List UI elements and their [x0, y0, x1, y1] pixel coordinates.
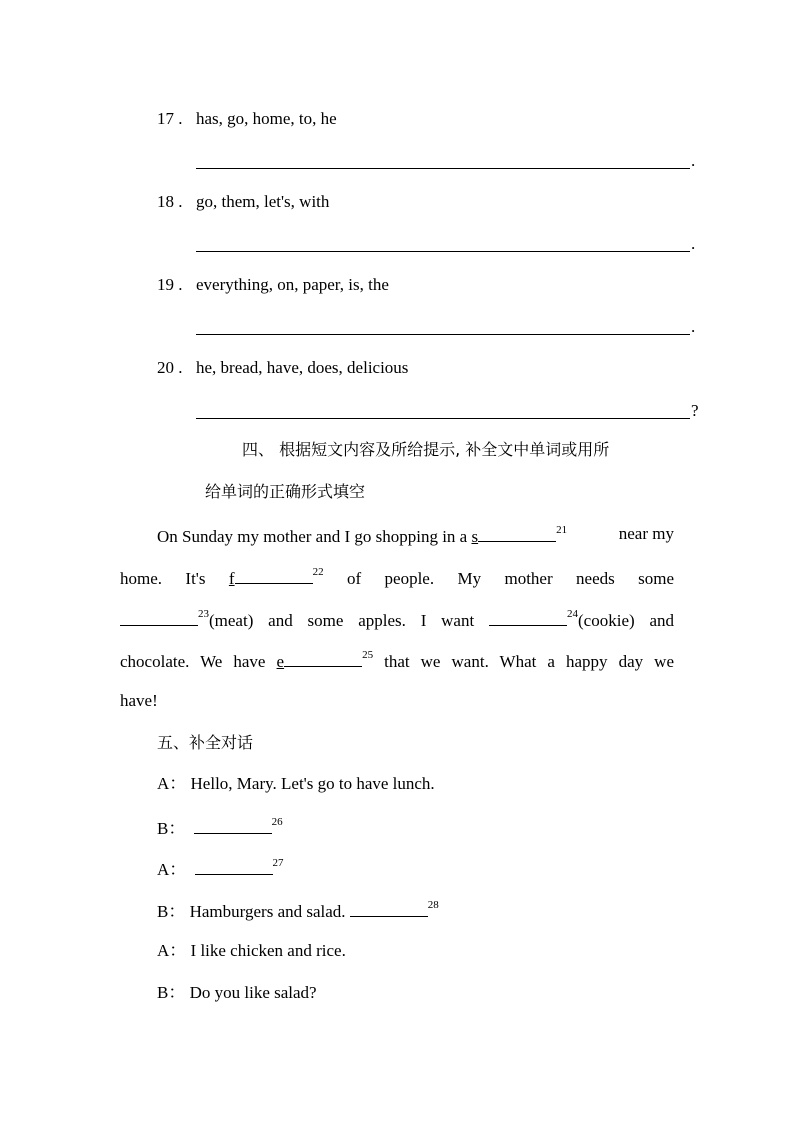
- passage-line-3: $^{23}$(meat) and some apples. I want $^{24}$(cookie) and: [120, 608, 674, 631]
- question-number: 20 .: [157, 358, 183, 377]
- answer-line[interactable]: [196, 398, 690, 419]
- dialogue-line: B： Hamburgers and salad. $^{28}$: [157, 899, 439, 921]
- blank-28[interactable]: 28: [350, 902, 439, 921]
- speaker-label: B: [157, 819, 169, 838]
- dialogue-line: A： $^{27}$: [157, 857, 284, 879]
- passage-line-4: chocolate. We have e $^{25}$ that we want. What a happy day we: [120, 649, 674, 671]
- blank-25[interactable]: e $^{25}$: [276, 649, 374, 671]
- blank-24[interactable]: 24: [489, 611, 578, 630]
- question-number: 19 .: [157, 275, 183, 294]
- blank-26[interactable]: 26: [190, 819, 283, 838]
- speaker-label: B: [157, 983, 169, 1002]
- question-words: he, bread, have, does, delicious: [196, 358, 409, 377]
- dialogue-text: Hamburgers and salad.: [189, 902, 346, 921]
- answer-line[interactable]: [196, 314, 690, 335]
- blank-21[interactable]: s $^{21}$: [471, 524, 568, 546]
- answer-end-punct: ?: [691, 401, 699, 420]
- passage-line-2: home. It's f $^{22}$ of people. My mother needs some: [120, 566, 675, 588]
- speaker-label: A: [157, 774, 170, 793]
- speaker-label: A: [157, 941, 170, 960]
- question-number: 17 .: [157, 109, 183, 128]
- speaker-label: A: [157, 860, 170, 879]
- question-words: has, go, home, to, he: [196, 109, 337, 128]
- answer-end-punct: .: [691, 151, 696, 170]
- blank-27[interactable]: 27: [191, 860, 284, 879]
- answer-end-punct: .: [691, 234, 696, 253]
- section-5-heading: 五、补全对话: [157, 733, 254, 752]
- dialogue-line: B： Do you like salad?: [157, 983, 317, 1002]
- dialogue-line: B： $^{26}$: [157, 816, 283, 838]
- answer-line[interactable]: [196, 148, 690, 169]
- dialogue-text: I like chicken and rice.: [190, 941, 346, 960]
- blank-23[interactable]: 23: [120, 611, 209, 630]
- section-4-heading-line1: 四、 根据短文内容及所给提示, 补全文中单词或用所: [242, 440, 610, 459]
- speaker-label: B: [157, 902, 169, 921]
- dialogue-line: A： Hello, Mary. Let's go to have lunch.: [157, 774, 435, 793]
- answer-end-punct: .: [691, 317, 696, 336]
- section-4-heading-line2: 给单词的正确形式填空: [205, 482, 366, 501]
- question-words: go, them, let's, with: [196, 192, 330, 211]
- passage-line-5: have!: [120, 691, 158, 710]
- dialogue-line: A： I like chicken and rice.: [157, 941, 346, 960]
- answer-line[interactable]: [196, 231, 690, 252]
- passage-line-1: On Sunday my mother and I go shopping in a s $^{21}$ near my: [157, 524, 674, 546]
- blank-22[interactable]: f $^{22}$: [228, 566, 324, 588]
- question-words: everything, on, paper, is, the: [196, 275, 389, 294]
- dialogue-text: Hello, Mary. Let's go to have lunch.: [190, 774, 435, 793]
- dialogue-text: Do you like salad?: [189, 983, 317, 1002]
- question-number: 18 .: [157, 192, 183, 211]
